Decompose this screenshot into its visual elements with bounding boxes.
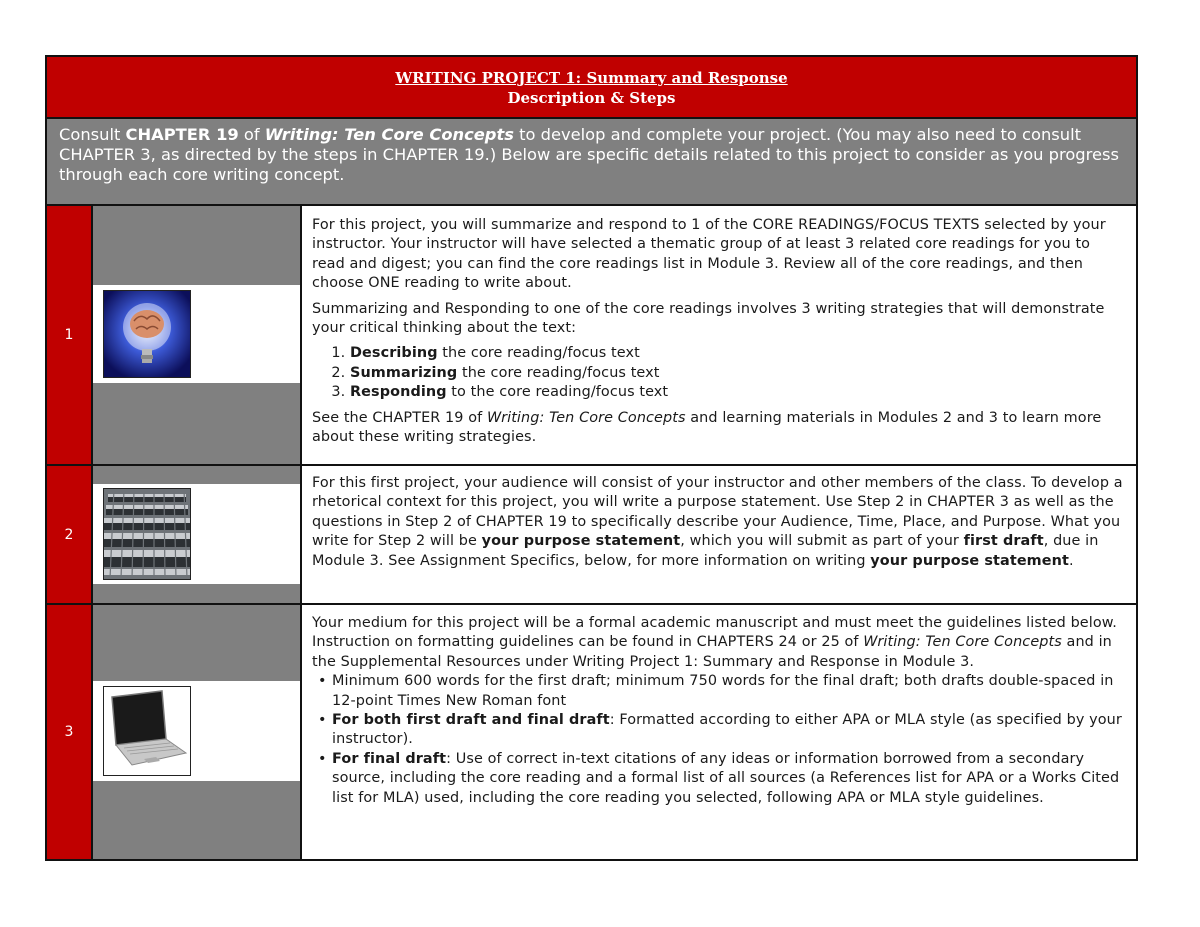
description-paragraph: See the CHAPTER 19 of Writing: Ten Core Concepts and learning materials in Modules 2 and 3 to learn more about these writing strategies. (312, 409, 1102, 446)
brain-lightbulb-icon (103, 290, 191, 378)
intro-book-title: Writing: Ten Core Concepts (264, 125, 514, 144)
list-item: • For final draft: Use of correct in-text citations of any ideas or information borrowed from a secondary source, including the core reading and a formal list of all sources (a References list for APA or a Works Cited list for MLA) used, including the core reading you selected, following APA or MLA style guidelines. (332, 750, 1127, 808)
list-item: 3. Responding to the core reading/focus text (350, 383, 1127, 402)
step-image-cell (93, 206, 302, 464)
project-description-table (45, 55, 1138, 861)
description-paragraph: Your medium for this project will be a formal academic manuscript and must meet the guidelines listed below. Instruction on formatting guidelines can be found in CHAPTERS 24 or 25 of Writing: Ten Core Concepts and in the Supplemental Resources under Writing Project 1: Summary and Response in Module 3. (312, 615, 1117, 670)
laptop-icon (103, 686, 191, 776)
project-subtitle: Description & Steps (507, 89, 676, 107)
step-row-2 (47, 466, 1136, 605)
step-number: 3 (47, 605, 93, 859)
requirements-list (312, 672, 1127, 808)
description-paragraph: Summarizing and Responding to one of the core readings involves 3 writing strategies that will demonstrate your critical thinking about the text: (312, 300, 1105, 337)
step-image-cell (93, 605, 302, 859)
list-item: 2. Summarizing the core reading/focus text (350, 364, 1127, 383)
intro-text-2: of (238, 125, 265, 144)
step-description (302, 466, 1136, 603)
intro-chapter-ref: CHAPTER 19 (125, 125, 239, 144)
project-title: WRITING PROJECT 1: Summary and Response (395, 69, 788, 87)
description-paragraph: For this first project, your audience will consist of your instructor and other members of the class. To develop a rhetorical context for this project, you will write a purpose statement. Use Step 2 in CHAPTER 3 as well as the questions in Step 2 of CHAPTER 19 to specifically describe your Audience, Time, Place, and Purpose. What you write for Step 2 will be your purpose statement, which you will submit as part of your first draft, due in Module 3. See Assignment Specifics, below, for more information on writing your purpose statement. (312, 475, 1123, 569)
intro-text-3: to develop and complete your project. (You may also need to consult CHAPTER 3, as directed by the steps in CHAPTER 19.) Below are specific details related to this project to consider as you progress through each core writing concept. (59, 125, 1119, 184)
step-row-1 (47, 206, 1136, 466)
intro-banner (47, 119, 1136, 206)
auditorium-seats-icon (103, 488, 191, 580)
step-description (302, 605, 1136, 859)
strategy-list (312, 344, 1127, 402)
description-paragraph: For this project, you will summarize and respond to 1 of the CORE READINGS/FOCUS TEXTS selected by your instructor. Your instructor will have selected a thematic group of at least 3 related core readings for you to read and digest; you can find the core readings list in Module 3. Review all of the core readings, and then choose ONE reading to write about. (312, 217, 1106, 292)
step-description (302, 206, 1136, 464)
step-number: 2 (47, 466, 93, 603)
list-item: • For both first draft and final draft: Formatted according to either APA or MLA style (as specified by your instructor). (332, 711, 1127, 750)
table-header (47, 57, 1136, 119)
intro-text-1: Consult (59, 125, 126, 144)
list-item: 1. Describing the core reading/focus text (350, 344, 1127, 363)
step-row-3 (47, 605, 1136, 859)
step-image-cell (93, 466, 302, 603)
list-item: • Minimum 600 words for the first draft; minimum 750 words for the final draft; both drafts double-spaced in 12-point Times New Roman font (332, 672, 1127, 711)
step-number: 1 (47, 206, 93, 464)
